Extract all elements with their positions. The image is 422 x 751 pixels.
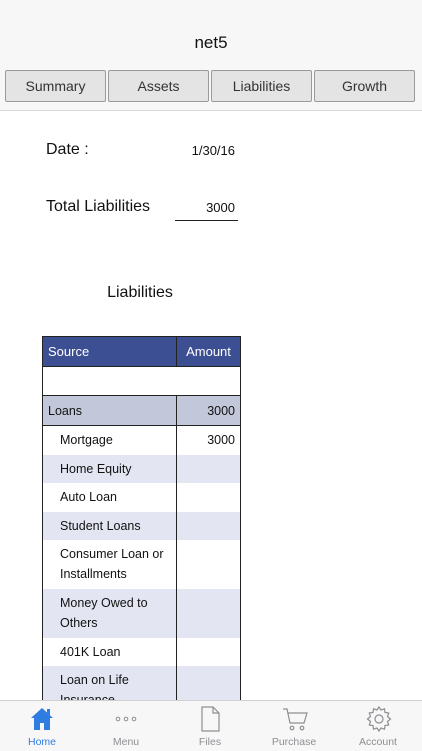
total-underline (175, 220, 238, 221)
tabbar-label: Purchase (271, 736, 317, 748)
more-dots-icon (114, 706, 138, 732)
table-row[interactable] (43, 455, 241, 483)
table-row[interactable] (43, 589, 241, 638)
total-liabilities-label: Total Liabilities (46, 198, 151, 215)
row-amount[interactable] (177, 589, 241, 638)
tab-liabilities[interactable]: Liabilities (211, 70, 312, 102)
row-source: Loan on Life (43, 666, 177, 715)
gear-icon (366, 706, 392, 732)
table-row[interactable] (43, 426, 241, 455)
row-amount[interactable] (177, 638, 241, 666)
row-source: Mortgage (43, 426, 177, 455)
liabilities-table (42, 336, 241, 715)
row-amount[interactable] (177, 512, 241, 540)
category-row-loans[interactable] (43, 396, 241, 426)
blank-row (43, 367, 241, 396)
cart-icon (282, 706, 308, 732)
tabbar-item-purchase[interactable] (252, 701, 336, 751)
file-icon (198, 706, 222, 732)
tab-growth[interactable]: Growth (314, 70, 415, 102)
table-row[interactable] (43, 540, 241, 589)
tabbar-item-home[interactable] (0, 701, 84, 751)
segment-tabs (0, 64, 422, 111)
total-liabilities-value[interactable]: 3000 (206, 200, 235, 215)
section-title: Liabilities (107, 284, 173, 301)
row-source: Auto Loan (43, 483, 177, 512)
tab-summary[interactable]: Summary (5, 70, 106, 102)
row-source: Money Owed to Others (43, 589, 177, 638)
row-amount[interactable] (177, 540, 241, 589)
app-title: net5 (194, 33, 228, 52)
source-column-header: Source (43, 337, 177, 367)
table-header-row (43, 337, 241, 367)
home-icon (30, 706, 54, 732)
tabbar-label: Account (359, 736, 397, 748)
amount-column-header: Amount (177, 337, 241, 367)
row-source: Home Equity (43, 455, 177, 483)
blank-cell (43, 367, 241, 396)
date-label: Date : (46, 141, 89, 158)
row-amount[interactable] (177, 483, 241, 512)
category-amount: 3000 (177, 396, 241, 426)
navigation-bar (0, 0, 422, 65)
tabbar-label: Menu (112, 736, 140, 748)
row-amount[interactable]: 3000 (177, 426, 241, 455)
row-source: 401K Loan (43, 638, 177, 666)
tabbar-label: Files (198, 736, 222, 748)
table-row[interactable] (43, 512, 241, 540)
category-label: Loans (43, 396, 177, 426)
tabbar-item-account[interactable] (336, 701, 420, 751)
bottom-tab-bar (0, 700, 422, 751)
row-source: Student Loans (43, 512, 177, 540)
tab-assets[interactable]: Assets (108, 70, 209, 102)
row-source: Consumer Loan or Installments (43, 540, 177, 589)
tabbar-label: Home (27, 736, 56, 748)
tabbar-item-files[interactable] (168, 701, 252, 751)
tabbar-item-menu[interactable] (84, 701, 168, 751)
table-row[interactable] (43, 638, 241, 666)
date-value: 1/30/16 (191, 143, 235, 158)
table-row[interactable] (43, 483, 241, 512)
row-amount[interactable] (177, 455, 241, 483)
